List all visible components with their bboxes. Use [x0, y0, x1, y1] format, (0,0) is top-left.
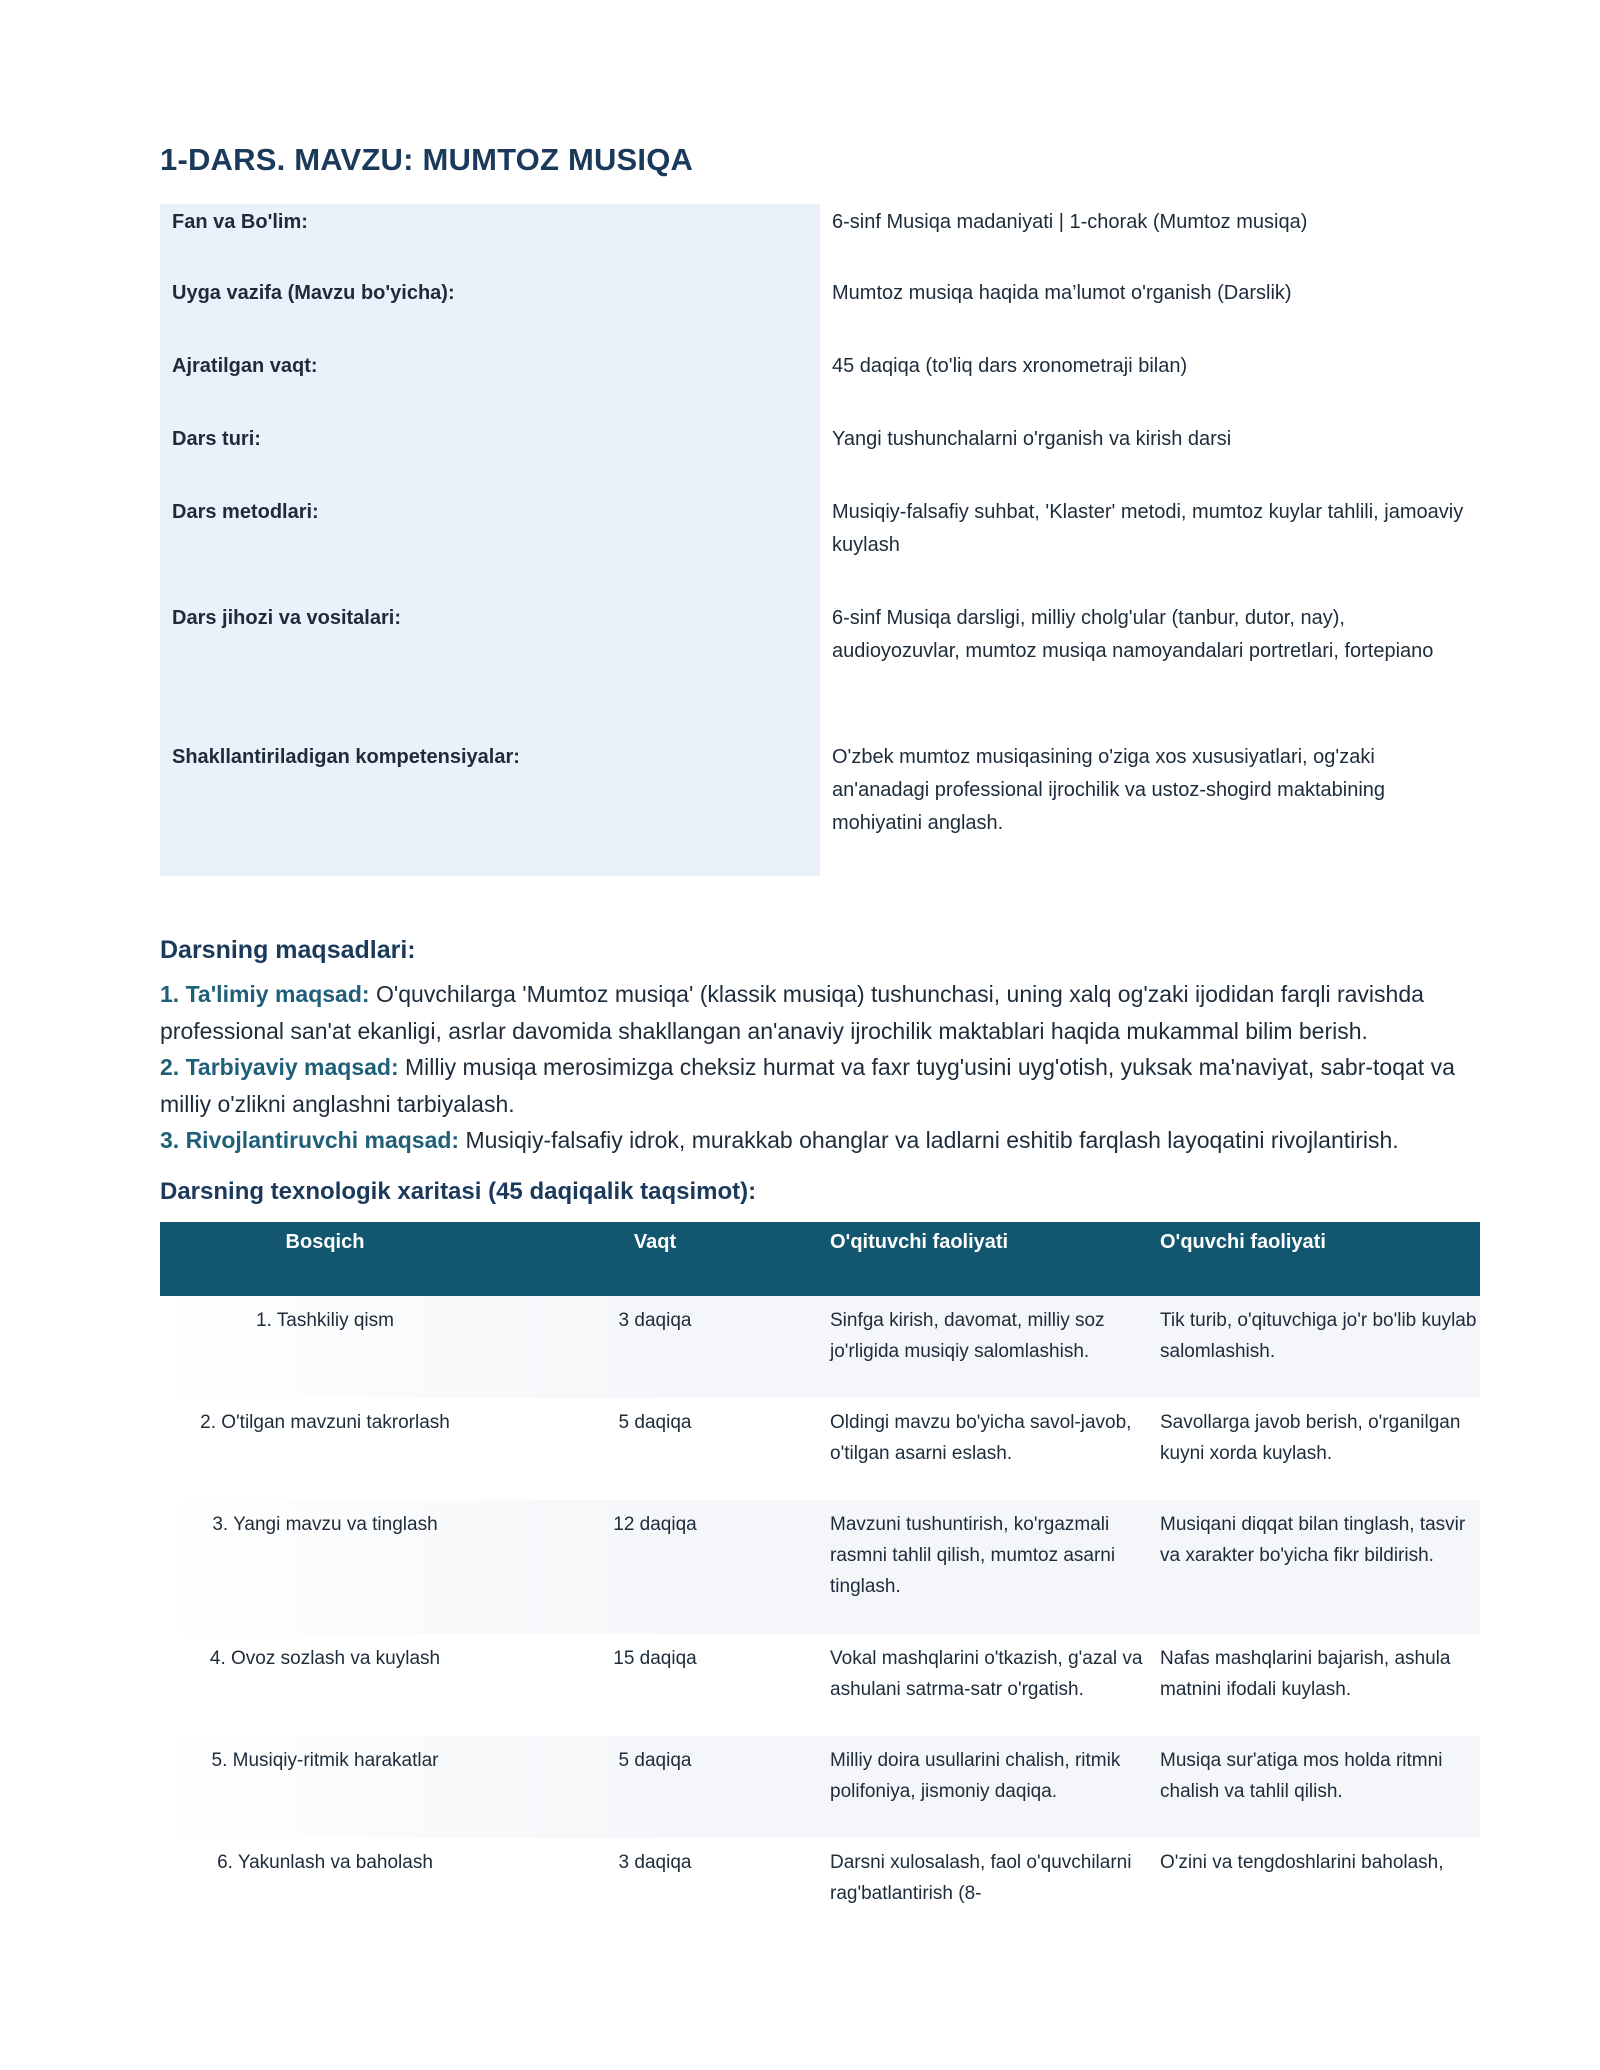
cell-student: Musiqani diqqat bilan tinglash, tasvir va xarakter bo'yicha fikr bildirish.: [1160, 1514, 1466, 1566]
goal-item: [160, 1049, 1480, 1122]
info-value: Musiqiy-falsafiy suhbat, 'Klaster' metodi, mumtoz kuylar tahlili, jamoaviy kuylash: [832, 501, 1464, 556]
table-row: [160, 1296, 1480, 1398]
column-header-teacher: O'qituvchi faoliyati: [830, 1231, 1009, 1253]
cell-stage: 3. Yangi mavzu va tinglash: [212, 1514, 438, 1535]
cell-student: Tik turib, o'qituvchiga jo'r bo'lib kuylab salomlashish.: [1160, 1310, 1477, 1362]
cell-teacher: Milliy doira usullarini chalish, ritmik polifoniya, jismoniy daqiqa.: [830, 1750, 1121, 1802]
column-header-stage: Bosqich: [285, 1231, 365, 1253]
goal-text: Musiqiy-falsafiy idrok, murakkab ohanglar va ladlarni eshitib farqlash layoqatini rivojlantirish.: [459, 1127, 1399, 1153]
cell-teacher: Sinfga kirish, davomat, milliy soz jo'rligida musiqiy salomlashish.: [830, 1310, 1105, 1362]
goal-item: [160, 1122, 1480, 1159]
table-row: [160, 1634, 1480, 1736]
goal-label: 1. Ta'limiy maqsad:: [160, 981, 370, 1007]
info-value: 6-sinf Musiqa madaniyati | 1-chorak (Mumtoz musiqa): [832, 211, 1308, 233]
goals-section: [160, 976, 1480, 1159]
page-title: 1-DARS. MAVZU: MUMTOZ MUSIQA: [160, 142, 694, 177]
table-row: [160, 1736, 1480, 1838]
cell-stage: 6. Yakunlash va baholash: [217, 1852, 433, 1873]
column-header-student: O'quvchi faoliyati: [1160, 1231, 1326, 1253]
goal-text: Milliy musiqa merosimizga cheksiz hurmat va faxr tuyg'usini uyg'otish, yuksak ma'naviyat, sabr-toqat va milliy o'zlikni anglashni tarbiyalash.: [160, 1054, 1455, 1117]
cell-time: 15 daqiqa: [613, 1648, 697, 1669]
cell-stage: 2. O'tilgan mavzuni takrorlash: [200, 1412, 450, 1433]
info-label: Uyga vazifa (Mavzu bo'yicha):: [172, 282, 455, 304]
table-row: [160, 1500, 1480, 1634]
cell-teacher: Vokal mashqlarini o'tkazish, g'azal va ashulani satrma-satr o'rgatish.: [830, 1648, 1143, 1700]
goal-label: 3. Rivojlantiruvchi maqsad:: [160, 1127, 460, 1153]
info-label: Dars jihozi va vositalari:: [172, 607, 401, 629]
goals-heading: Darsning maqsadlari:: [160, 936, 416, 964]
cell-time: 12 daqiqa: [613, 1514, 697, 1535]
info-value: O'zbek mumtoz musiqasining o'ziga xos xususiyatlari, og'zaki an'anadagi professional ijrochilik va ustoz-shogird maktabining mohiyatini anglash.: [832, 746, 1386, 834]
info-label: Dars metodlari:: [172, 501, 319, 523]
cell-student: Musiqa sur'atiga mos holda ritmni chalish va tahlil qilish.: [1160, 1750, 1443, 1802]
table-header-row: [160, 1222, 1480, 1296]
cell-stage: 5. Musiqiy-ritmik harakatlar: [211, 1750, 439, 1771]
cell-time: 5 daqiqa: [618, 1750, 692, 1771]
cell-teacher: Mavzuni tushuntirish, ko'rgazmali rasmni tahlil qilish, mumtoz asarni tinglash.: [830, 1514, 1116, 1597]
cell-student: Nafas mashqlarini bajarish, ashula matnini ifodali kuylash.: [1160, 1648, 1451, 1700]
info-value: 6-sinf Musiqa darsligi, milliy cholg'ular (tanbur, dutor, nay), audioyozuvlar, mumtoz musiqa namoyandalari portretlari, fortepiano: [832, 607, 1434, 662]
table-row: [160, 1838, 1480, 1924]
cell-stage: 4. Ovoz sozlash va kuylash: [209, 1648, 441, 1669]
cell-stage: 1. Tashkiliy qism: [256, 1310, 394, 1331]
info-value: Mumtoz musiqa haqida ma’lumot o'rganish (Darslik): [832, 282, 1292, 304]
tech-map-heading: Darsning texnologik xaritasi (45 daqiqalik taqsimot):: [160, 1178, 757, 1205]
cell-time: 3 daqiqa: [618, 1852, 692, 1873]
cell-time: 3 daqiqa: [618, 1310, 692, 1331]
info-value: 45 daqiqa (to'liq dars xronometraji bilan): [832, 355, 1188, 377]
cell-student: O'zini va tengdoshlarini baholash,: [1160, 1852, 1444, 1873]
cell-teacher: Darsni xulosalash, faol o'quvchilarni rag'batlantirish (8-: [830, 1852, 1132, 1904]
cell-teacher: Oldingi mavzu bo'yicha savol-javob, o'tilgan asarni eslash.: [830, 1412, 1132, 1464]
column-header-time: Vaqt: [633, 1231, 677, 1253]
cell-student: Savollarga javob berish, o'rganilgan kuyni xorda kuylash.: [1160, 1412, 1461, 1464]
cell-time: 5 daqiqa: [618, 1412, 692, 1433]
info-label: Ajratilgan vaqt:: [172, 355, 318, 377]
goal-label: 2. Tarbiyaviy maqsad:: [160, 1054, 399, 1080]
info-label: Shakllantiriladigan kompetensiyalar:: [172, 746, 520, 768]
goal-item: [160, 976, 1480, 1049]
info-label: Dars turi:: [172, 428, 261, 450]
info-value: Yangi tushunchalarni o'rganish va kirish darsi: [832, 428, 1232, 450]
goal-text: O'quvchilarga 'Mumtoz musiqa' (klassik musiqa) tushunchasi, uning xalq og'zaki ijodidan farqli ravishda professional san'at ekanligi, asrlar davomida shakllangan an'anaviy ijrochilik maktablari haqida mukammal bilim berish.: [160, 981, 1424, 1044]
table-row: [160, 1398, 1480, 1500]
info-label: Fan va Bo'lim:: [172, 211, 308, 233]
